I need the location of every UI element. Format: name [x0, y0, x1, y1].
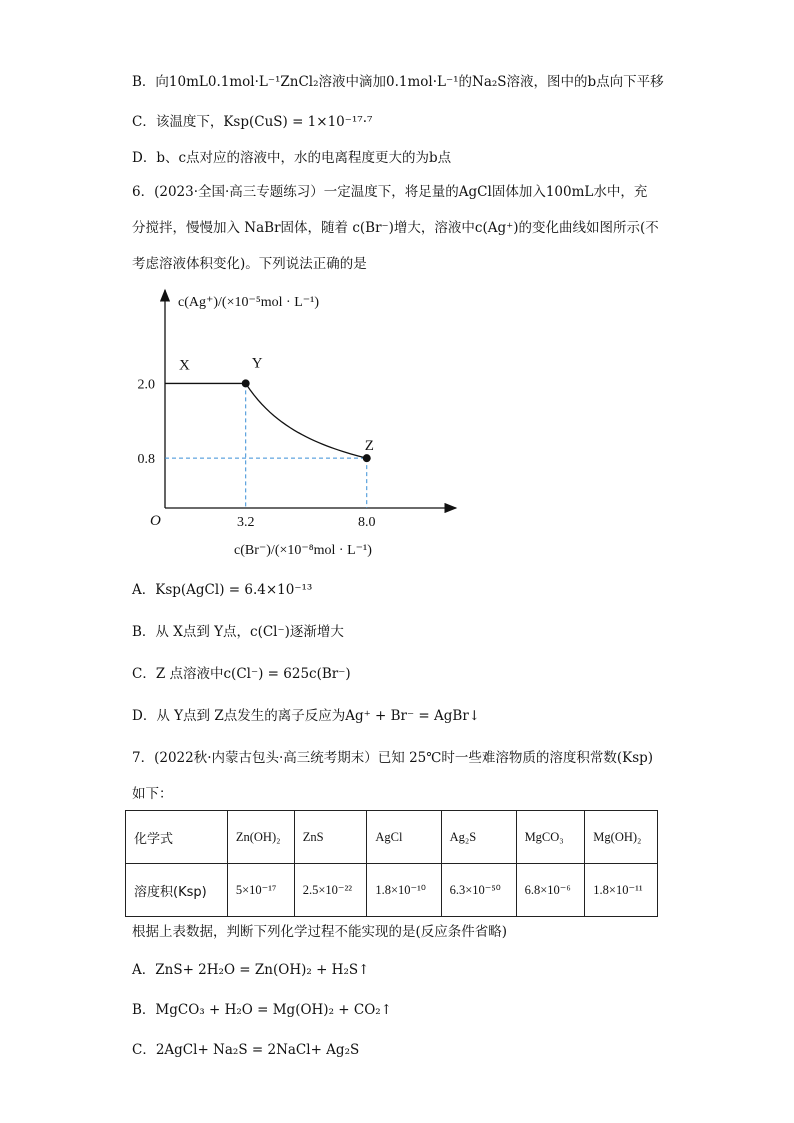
- x-tick-label: 8.0: [357, 515, 376, 530]
- table-cell: ZnS: [294, 811, 367, 864]
- table-cell: MgCO₃: [516, 811, 585, 864]
- q5-option-c: C．该温度下，Ksp(CuS) = 1×10⁻¹⁷·⁷: [132, 114, 373, 130]
- point-Y: [242, 379, 250, 387]
- table-cell: AgCl: [367, 811, 441, 864]
- q6-option-a: A．Ksp(AgCl) = 6.4×10⁻¹³: [132, 582, 313, 598]
- table-header-row: [126, 811, 658, 864]
- table-cell: 溶度积(Ksp): [126, 864, 228, 917]
- table-cell: 化学式: [126, 811, 228, 864]
- q6-option-b: B．从 X点到 Y点，c(Cl⁻)逐渐增大: [132, 624, 344, 640]
- solubility-chart: [120, 280, 480, 570]
- q7-stem-line2: 如下：: [132, 786, 173, 802]
- table-row: [126, 864, 658, 917]
- y-axis-label: c(Ag⁺)/(×10⁻⁵mol · L⁻¹): [178, 295, 319, 310]
- x-axis-label: c(Br⁻)/(×10⁻⁸mol · L⁻¹): [234, 543, 372, 558]
- q7-instruction: 根据上表数据，判断下列化学过程不能实现的是(反应条件省略): [132, 924, 508, 940]
- q6-stem-line2: 分搅拌，慢慢加入 NaBr固体，随着 c(Br⁻)增大，溶液中c(Ag⁺)的变化曲线如图所示(不: [132, 220, 659, 236]
- q5-option-d: D．b、c点对应的溶液中，水的电离程度更大的为b点: [132, 150, 452, 166]
- table-cell: Mg(OH)₂: [585, 811, 658, 864]
- q7-option-b: B．MgCO₃ + H₂O = Mg(OH)₂ + CO₂↑: [132, 1002, 393, 1018]
- table-cell: Ag₂S: [441, 811, 516, 864]
- point-Z: [363, 454, 371, 462]
- point-label-y: Y: [251, 355, 263, 372]
- q7-stem-line1: 7．(2022秋·内蒙古包头·高三统考期末）已知 25℃时一些难溶物质的溶度积常数(Ksp): [132, 750, 654, 766]
- table-cell: 1.8×10⁻¹⁰: [367, 864, 441, 917]
- point-label-x: X: [179, 357, 190, 374]
- origin-label: O: [150, 513, 161, 529]
- table-cell: Zn(OH)₂: [227, 811, 294, 864]
- y-tick-label: 2.0: [137, 377, 155, 393]
- curve-y-to-z: [246, 383, 367, 458]
- q7-option-c: C．2AgCl+ Na₂S = 2NaCl+ Ag₂S: [132, 1042, 360, 1058]
- q6-option-d: D．从 Y点到 Z点发生的离子反应为Ag⁺ + Br⁻ = AgBr↓: [132, 708, 481, 724]
- point-label-z: Z: [364, 438, 374, 455]
- table-cell: 6.3×10⁻⁵⁰: [441, 864, 516, 917]
- ksp-table: [125, 810, 658, 917]
- x-tick-label: 3.2: [236, 515, 255, 530]
- table-cell: 6.8×10⁻⁶: [516, 864, 585, 917]
- q6-option-c: C．Z 点溶液中c(Cl⁻) = 625c(Br⁻): [132, 666, 351, 682]
- q6-stem-line1: 6．(2023·全国·高三专题练习）一定温度下，将足量的AgCl固体加入100mL水中，充: [132, 184, 648, 200]
- q6-stem-line3: 考虑溶液体积变化)。下列说法正确的是: [132, 256, 367, 272]
- table-cell: 5×10⁻¹⁷: [227, 864, 294, 917]
- y-tick-label: 0.8: [137, 452, 155, 468]
- q7-option-a: A．ZnS+ 2H₂O = Zn(OH)₂ + H₂S↑: [132, 962, 370, 978]
- table-cell: 2.5×10⁻²²: [294, 864, 367, 917]
- q5-option-b: B．向10mL0.1mol·L⁻¹ZnCl₂溶液中滴加0.1mol·L⁻¹的Na₂S溶液，图中的b点向下平移: [132, 74, 664, 90]
- table-cell: 1.8×10⁻¹¹: [585, 864, 658, 917]
